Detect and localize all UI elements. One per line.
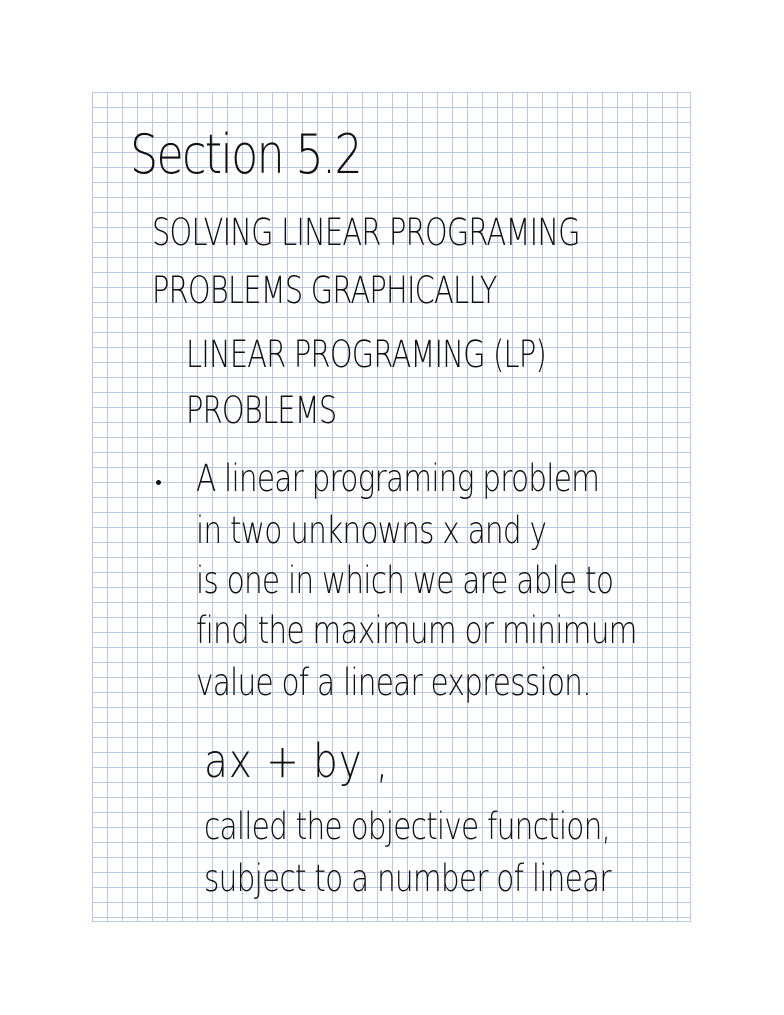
section-title: Section 5.2 [130,123,361,186]
bullet-text-line: value of a linear expression. [196,661,591,704]
bullet-text-line: in two unknowns x and y [196,509,547,552]
bullet-text-line: is one in which we are able to [196,559,614,602]
continuation-line: called the objective function, [204,805,611,848]
subheading-line-1: LINEAR PROGRAMING (LP) [186,333,546,376]
bullet-dot-icon [156,480,161,485]
bullet-text-line: find the maximum or minimum [196,609,637,652]
bullet-text-line: A linear programing problem [196,457,600,500]
heading-line-1: SOLVING LINEAR PROGRAMING [152,211,580,254]
heading-line-2: PROBLEMS GRAPHICALLY [152,269,497,312]
continuation-line: subject to a number of linear [204,857,611,900]
subheading-line-2: PROBLEMS [186,389,337,432]
objective-expression: ax + by , [204,734,390,788]
